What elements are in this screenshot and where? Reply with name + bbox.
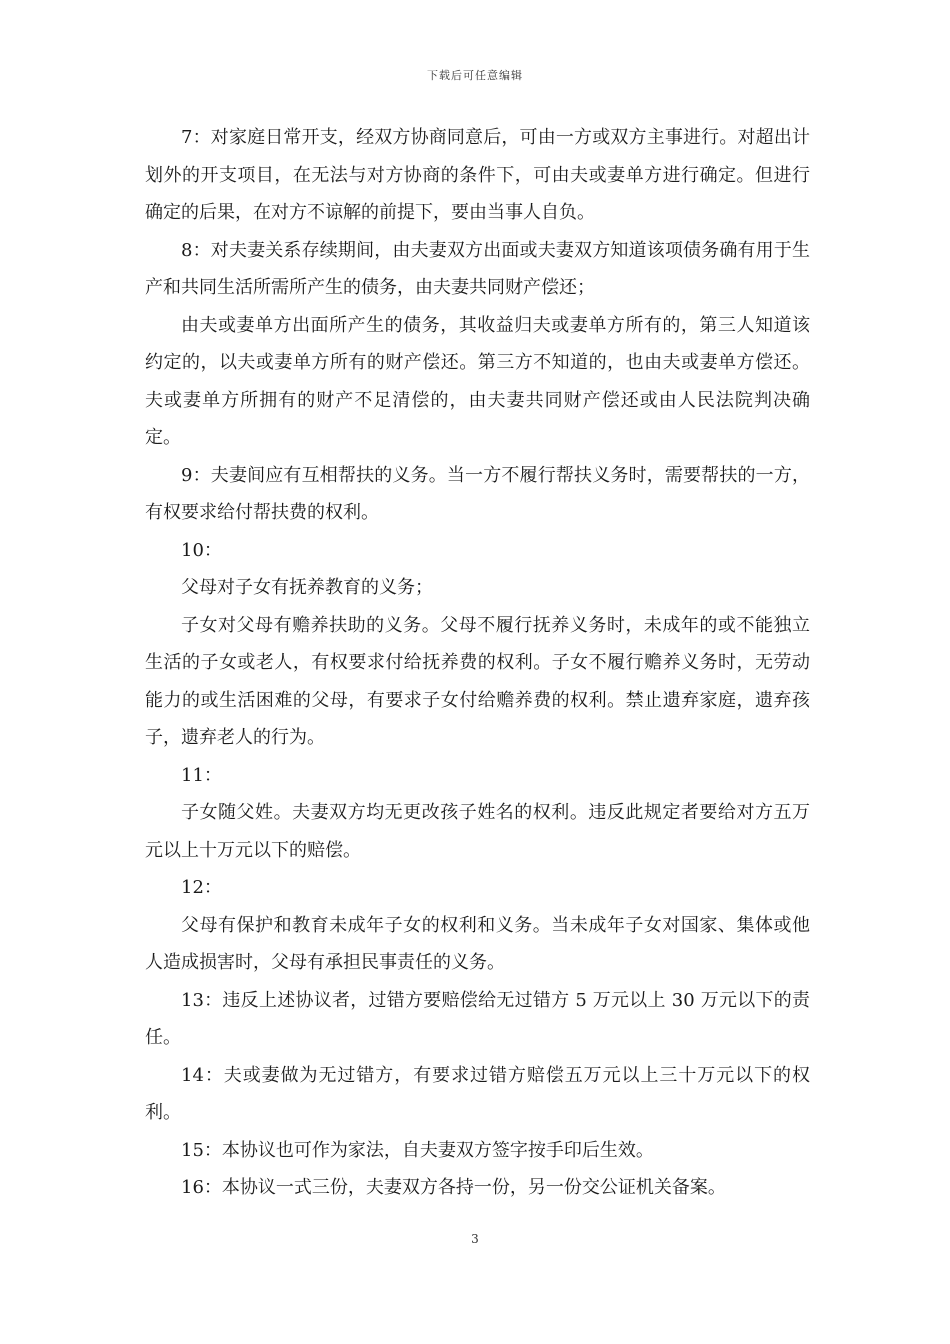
clause-8-detail-paragraph: 由夫或妻单方出面所产生的债务，其收益归夫或妻单方所有的，第三人知道该约定的，以夫或妻单方所有的财产偿还。第三方不知道的，也由夫或妻单方偿还。夫或妻单方所拥有的财产不足清偿的，由夫妻共同财产偿还或由人民法院判决确定。	[145, 314, 810, 448]
clause-7-paragraph: 7：对家庭日常开支，经双方协商同意后，可由一方或双方主事进行。对超出计划外的开支项目，在无法与对方协商的条件下，可由夫或妻单方进行确定。但进行确定的后果，在对方不谅解的前提下，要由当事人自负。	[145, 127, 810, 223]
clause-16-paragraph: 16：本协议一式三份，夫妻双方各持一份，另一份交公证机关备案。	[181, 1177, 726, 1198]
clause-12-heading: 12：	[181, 877, 222, 898]
clause-11-heading: 11：	[181, 764, 222, 786]
clause-14-paragraph: 14：夫或妻做为无过错方，有要求过错方赔偿五万元以上三十万元以下的权利。	[145, 1064, 810, 1123]
clause-9-paragraph: 9：夫妻间应有互相帮扶的义务。当一方不履行帮扶义务时，需要帮扶的一方，有权要求给付帮扶费的权利。	[145, 464, 810, 523]
clause-10-parents-paragraph: 父母对子女有抚养教育的义务；	[181, 577, 433, 598]
clause-15-paragraph: 15：本协议也可作为家法，自夫妻双方签字按手印后生效。	[181, 1139, 654, 1161]
page-header: 下载后可任意编辑	[427, 69, 523, 82]
document-body	[145, 119, 810, 1207]
clause-8-paragraph: 8：对夫妻关系存续期间，由夫妻双方出面或夫妻双方知道该项债务确有用于生产和共同生活所需所产生的债务，由夫妻共同财产偿还；	[145, 239, 810, 298]
clause-11-paragraph: 子女随父姓。夫妻双方均无更改孩子姓名的权利。违反此规定者要给对方五万元以上十万元以下的赔偿。	[145, 802, 810, 861]
clause-10-children-paragraph: 子女对父母有赡养扶助的义务。父母不履行抚养义务时，未成年的或不能独立生活的子女或老人，有权要求付给抚养费的权利。子女不履行赡养义务时，无劳动能力的或生活困难的父母，有要求子女付给赡养费的权利。禁止遗弃家庭，遗弃孩子，遗弃老人的行为。	[145, 614, 810, 748]
page-number: 3	[471, 1232, 479, 1246]
clause-13-paragraph: 13：违反上述协议者，过错方要赔偿给无过错方 5 万元以上 30 万元以下的责任。	[145, 989, 810, 1048]
clause-12-paragraph: 父母有保护和教育未成年子女的权利和义务。当未成年子女对国家、集体或他人造成损害时，父母有承担民事责任的义务。	[145, 914, 810, 973]
clause-10-heading: 10：	[181, 539, 222, 561]
